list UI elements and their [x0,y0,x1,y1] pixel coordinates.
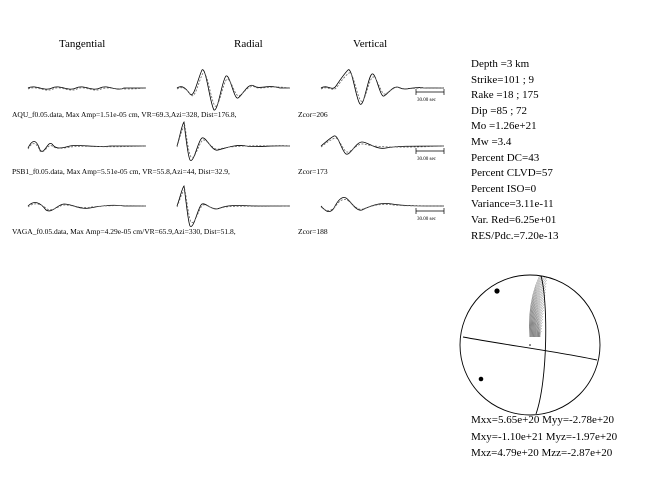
param-variance: Variance=3.11e-11 [471,198,554,211]
p-axis-marker [494,288,499,293]
t-axis-marker [479,377,484,382]
nodal-plane-1 [463,337,597,360]
param-res-pdc: RES/Pdc.=7.20e-13 [471,229,559,242]
param-percent-iso: Percent ISO=0 [471,182,537,195]
param-strike: Strike=101 ; 9 [471,73,535,86]
zcor-psb1: Zcor=173 [298,167,328,176]
param-dip: Dip =85 ; 72 [471,104,528,117]
tensor-line-2: Mxy=-1.10e+21 Myz=-1.97e+20 [471,430,618,443]
station-label-psb1: PSB1_f0.05.data, Max Amp=5.51e-05 cm, VR=55.8,Azi=44, Dist=32.9, [12,167,230,176]
header-vertical: Vertical [353,38,388,50]
param-mw: Mw =3.4 [471,135,512,148]
param-var-red: Var. Red=6.25e+01 [471,213,557,226]
param-percent-dc: Percent DC=43 [471,151,540,164]
tensor-line-3: Mxz=4.79e+20 Mzz=-2.87e+20 [471,447,613,459]
param-rake: Rake =18 ; 175 [471,89,539,102]
scale-label-aqu: 30.00 sec [417,98,436,103]
station-label-aqu: AQU_f0.05.data, Max Amp=1.51e-05 cm, VR=69.3,Azi=328, Dist=176.8, [12,110,237,119]
param-depth: Depth =3 km [471,58,530,70]
tensor-line-1: Mxx=5.65e+20 Myy=-2.78e+20 [471,414,615,426]
scale-label-vaga: 30.00 sec [417,217,436,222]
scale-label-psb1: 30.00 sec [417,157,436,162]
zcor-vaga: Zcor=188 [298,227,328,236]
param-percent-clvd: Percent CLVD=57 [471,167,553,180]
station-label-vaga: VAGA_f0.05.data, Max Amp=4.29e-05 cm/VR=65.9,Azi=330, Dist=51.8, [12,227,236,236]
header-radial: Radial [234,38,263,50]
zcor-aqu: Zcor=206 [298,110,328,119]
header-tangential: Tangential [59,38,106,50]
moment-tensor [471,412,617,462]
param-mo: Mo =1.26e+21 [471,120,537,133]
